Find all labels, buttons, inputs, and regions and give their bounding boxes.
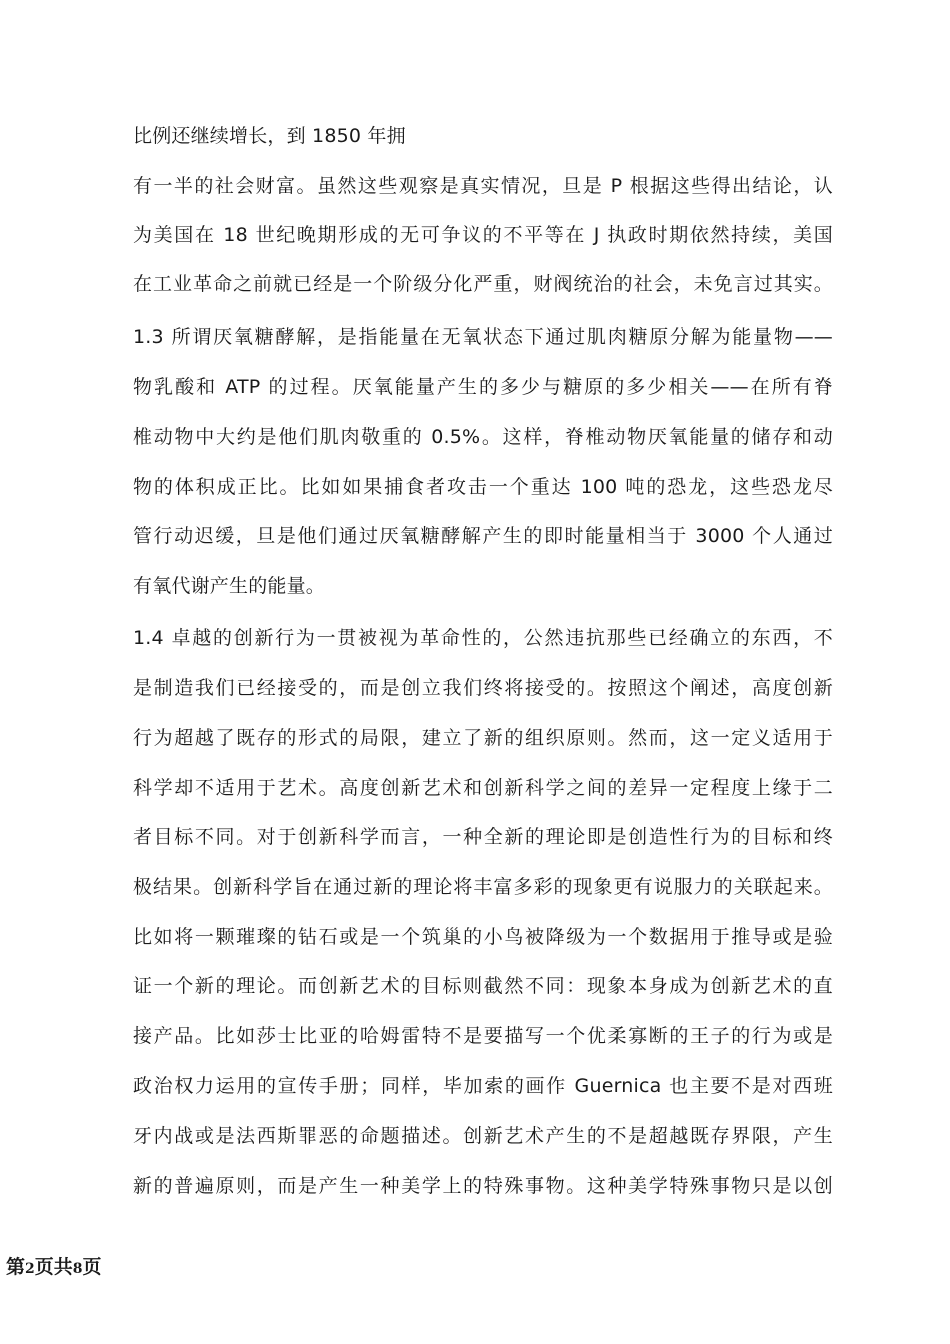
text-line: 科学却不适用于艺术。高度创新艺术和创新科学之间的差异一定程度上缘于二 xyxy=(133,777,833,799)
text-line: 1.4 卓越的创新行为一贯被视为革命性的，公然违抗那些已经确立的东西，不 xyxy=(133,627,833,649)
text-line: 1.3 所谓厌氧糖酵解，是指能量在无氧状态下通过肌肉糖原分解为能量物—— xyxy=(133,326,833,348)
text-line: 牙内战或是法西斯罪恶的命题描述。创新艺术产生的不是超越既存界限，产生 xyxy=(133,1125,833,1147)
page-number-footer xyxy=(6,1254,102,1282)
text-line: 行为超越了既存的形式的局限，建立了新的组织原则。然而，这一定义适用于 xyxy=(133,727,833,749)
total-pages-number: 8 xyxy=(72,1261,83,1277)
text-line: 者目标不同。对于创新科学而言，一种全新的理论即是创造性行为的目标和终 xyxy=(133,826,833,848)
text-line: 有氧代谢产生的能量。 xyxy=(133,575,326,597)
text-line: 极结果。创新科学旨在通过新的理论将丰富多彩的现象更有说服力的关联起来。 xyxy=(133,876,833,898)
text-line: 比如将一颗璀璨的钻石或是一个筑巢的小鸟被降级为一个数据用于推导或是验 xyxy=(133,926,833,948)
current-page-number: 2 xyxy=(25,1261,35,1277)
text-line: 为美国在 18 世纪晚期形成的无可争议的不平等在 J 执政时期依然持续，美国 xyxy=(133,224,833,246)
text-line: 管行动迟缓，旦是他们通过厌氧糖酵解产生的即时能量相当于 3000 个人通过 xyxy=(133,525,833,547)
text-line: 政治权力运用的宣传手册；同样，毕加索的画作 Guernica 也主要不是对西班 xyxy=(133,1075,833,1097)
text-line: 椎动物中大约是他们肌肉敬重的 0.5%。这样，脊椎动物厌氧能量的储存和动 xyxy=(133,426,833,448)
text-line: 证一个新的理论。而创新艺术的目标则截然不同：现象本身成为创新艺术的直 xyxy=(133,975,833,997)
text-line: 新的普遍原则，而是产生一种美学上的特殊事物。这种美学特殊事物只是以创 xyxy=(133,1175,833,1197)
text-line: 是制造我们已经接受的，而是创立我们终将接受的。按照这个阐述，高度创新 xyxy=(133,677,833,699)
text-line: 物乳酸和 ATP 的过程。厌氧能量产生的多少与糖原的多少相关——在所有脊 xyxy=(133,376,833,398)
text-line: 接产品。比如莎士比亚的哈姆雷特不是要描写一个优柔寡断的王子的行为或是 xyxy=(133,1025,833,1047)
text-line: 比例还继续增长，到 1850 年拥 xyxy=(133,125,406,147)
text-line: 有一半的社会财富。虽然这些观察是真实情况，旦是 P 根据这些得出结论，认 xyxy=(133,175,833,197)
footer-middle: 页共 xyxy=(34,1256,73,1278)
text-line: 在工业革命之前就已经是一个阶级分化严重，财阀统治的社会，未免言过其实。 xyxy=(133,273,833,295)
text-line: 物的体积成正比。比如如果捕食者攻击一个重达 100 吨的恐龙，这些恐龙尽 xyxy=(133,476,833,498)
footer-suffix: 页 xyxy=(82,1256,102,1278)
footer-prefix: 第 xyxy=(6,1256,26,1278)
